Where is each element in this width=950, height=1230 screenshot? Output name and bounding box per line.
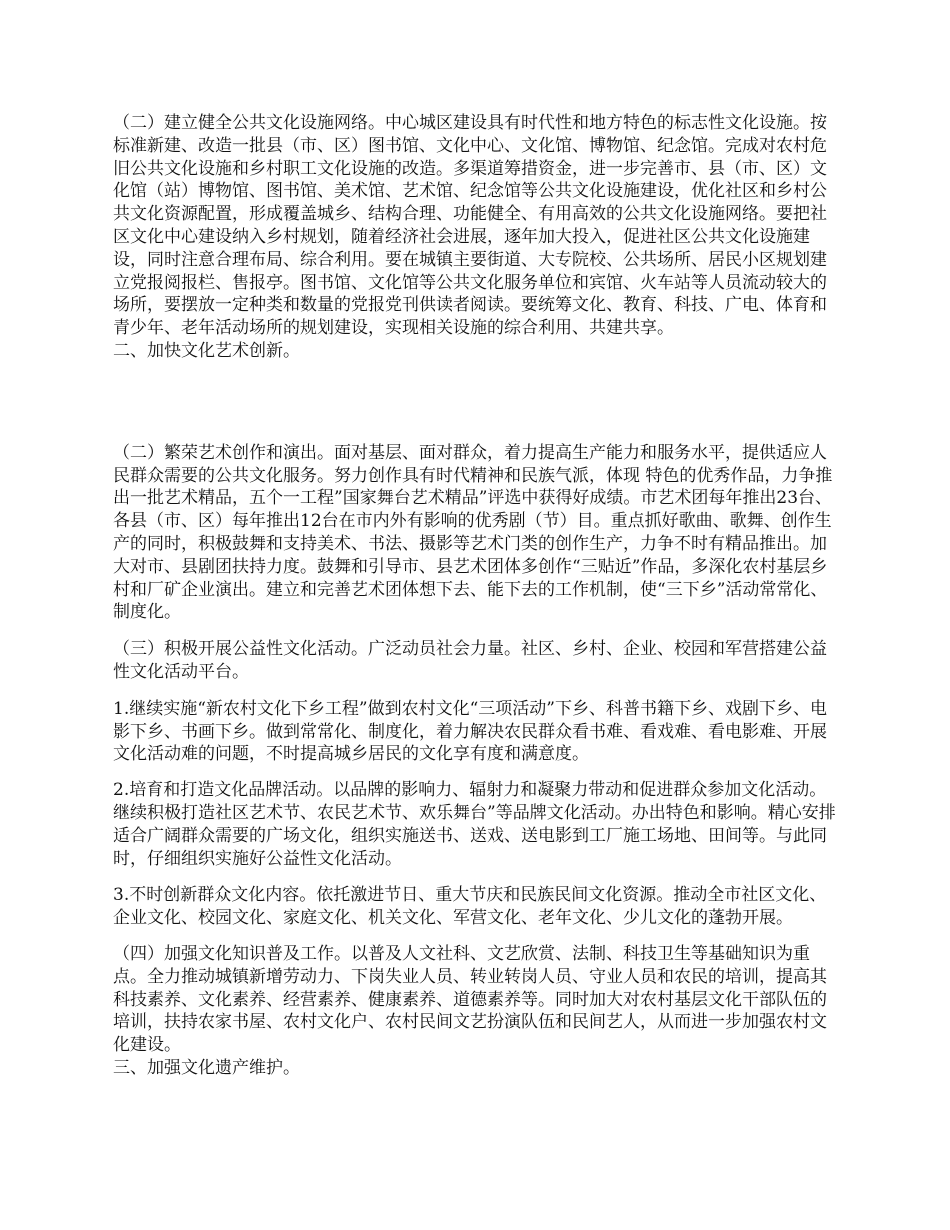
section-heading-heritage: 三、加强文化遗产维护。	[113, 1057, 300, 1078]
paragraph-art-creation: （二）繁荣艺术创作和演出。面对基层、面对群众，着力提高生产能力和服务水平，提供适应人民群众需要的公共文化服务。努力创作具有时代精神和民族气派，体现 特色的优秀作品，力争推出一批艺术精品，五个一工程”国家舞台艺术精品”评选中获得好成绩。市艺术团每年推出23台、各县（市、区）每年推出12台在市内外有影响的优秀剧（节）目。重点抓好歌曲、歌舞、创作生产的同时，积极鼓舞和支持美术、书法、摄影等艺术门类的创作生产，力争不时有精品推出。加大对市、县剧团扶持力度。鼓舞和引导市、县艺术团体多创作“三贴近”作品，多深化农村基层乡村和厂矿企业演出。建立和完善艺术团体想下去、能下去的工作机制，使“三下乡”活动常常化、制度化。	[113, 442, 833, 623]
paragraph-public-activities: （三）积极开展公益性文化活动。广泛动员社会力量。社区、乡村、企业、校园和军营搭建公益性文化活动平台。	[113, 639, 827, 682]
paragraph-item-1: 1.继续实施“新农村文化下乡工程”做到农村文化“三项活动”下乡、科普书籍下乡、戏剧下乡、电影下乡、书画下乡。做到常常化、制度化，着力解决农民群众看书难、看戏难、看电影难、开展文化活动难的问题，不时提高城乡居民的文化享有度和满意度。	[113, 698, 827, 765]
section-heading-art-innovation: 二、加快文化艺术创新。	[113, 340, 300, 361]
paragraph-item-2: 2.培育和打造文化品牌活动。以品牌的影响力、辐射力和凝聚力带动和促进群众参加文化活动。继续积极打造社区艺术节、农民艺术节、欢乐舞台”等品牌文化活动。办出特色和影响。精心安排适合广阔群众需要的广场文化，组织实施送书、送戏、送电影到工厂施工场地、田间等。与此同时，仔细组织实施好公益性文化活动。	[113, 780, 836, 869]
paragraph-facility-network: （二）建立健全公共文化设施网络。中心城区建设具有时代性和地方特色的标志性文化设施。按标准新建、改造一批县（市、区）图书馆、文化中心、文化馆、博物馆、纪念馆。完成对农村危旧公共文化设施和乡村职工文化设施的改造。多渠道筹措资金，进一步完善市、县（市、区）文化馆（站）博物馆、图书馆、美术馆、艺术馆、纪念馆等公共文化设施建设，优化社区和乡村公共文化资源配置，形成覆盖城乡、结构合理、功能健全、有用高效的公共文化设施网络。要把社区文化中心建设纳入乡村规划，随着经济社会进展，逐年加大投入，促进社区公共文化设施建设，同时注意合理布局、综合利用。要在城镇主要街道、大专院校、公共场所、居民小区规划建立党报阅报栏、售报亭。图书馆、文化馆等公共文化服务单位和宾馆、火车站等人员流动较大的场所，要摆放一定种类和数量的党报党刊供读者阅读。要统筹文化、教育、科技、广电、体育和青少年、老年活动场所的规划建设，实现相关设施的综合利用、共建共享。	[113, 113, 827, 339]
paragraph-knowledge-popularization: （四）加强文化知识普及工作。以普及人文社科、文艺欣赏、法制、科技卫生等基础知识为重点。全力推动城镇新增劳动力、下岗失业人员、转业转岗人员、守业人员和农民的培训，提高其科技素养、文化素养、经营素养、健康素养、道德素养等。同时加大对农村基层文化干部队伍的培训，扶持农家书屋、农村文化户、农村民间文艺扮演队伍和民间艺人，从而进一步加强农村文化建设。	[113, 943, 827, 1056]
paragraph-item-3: 3.不时创新群众文化内容。依托激进节日、重大节庆和民族民间文化资源。推动全市社区文化、企业文化、校园文化、家庭文化、机关文化、军营文化、老年文化、少儿文化的蓬勃开展。	[113, 885, 827, 929]
